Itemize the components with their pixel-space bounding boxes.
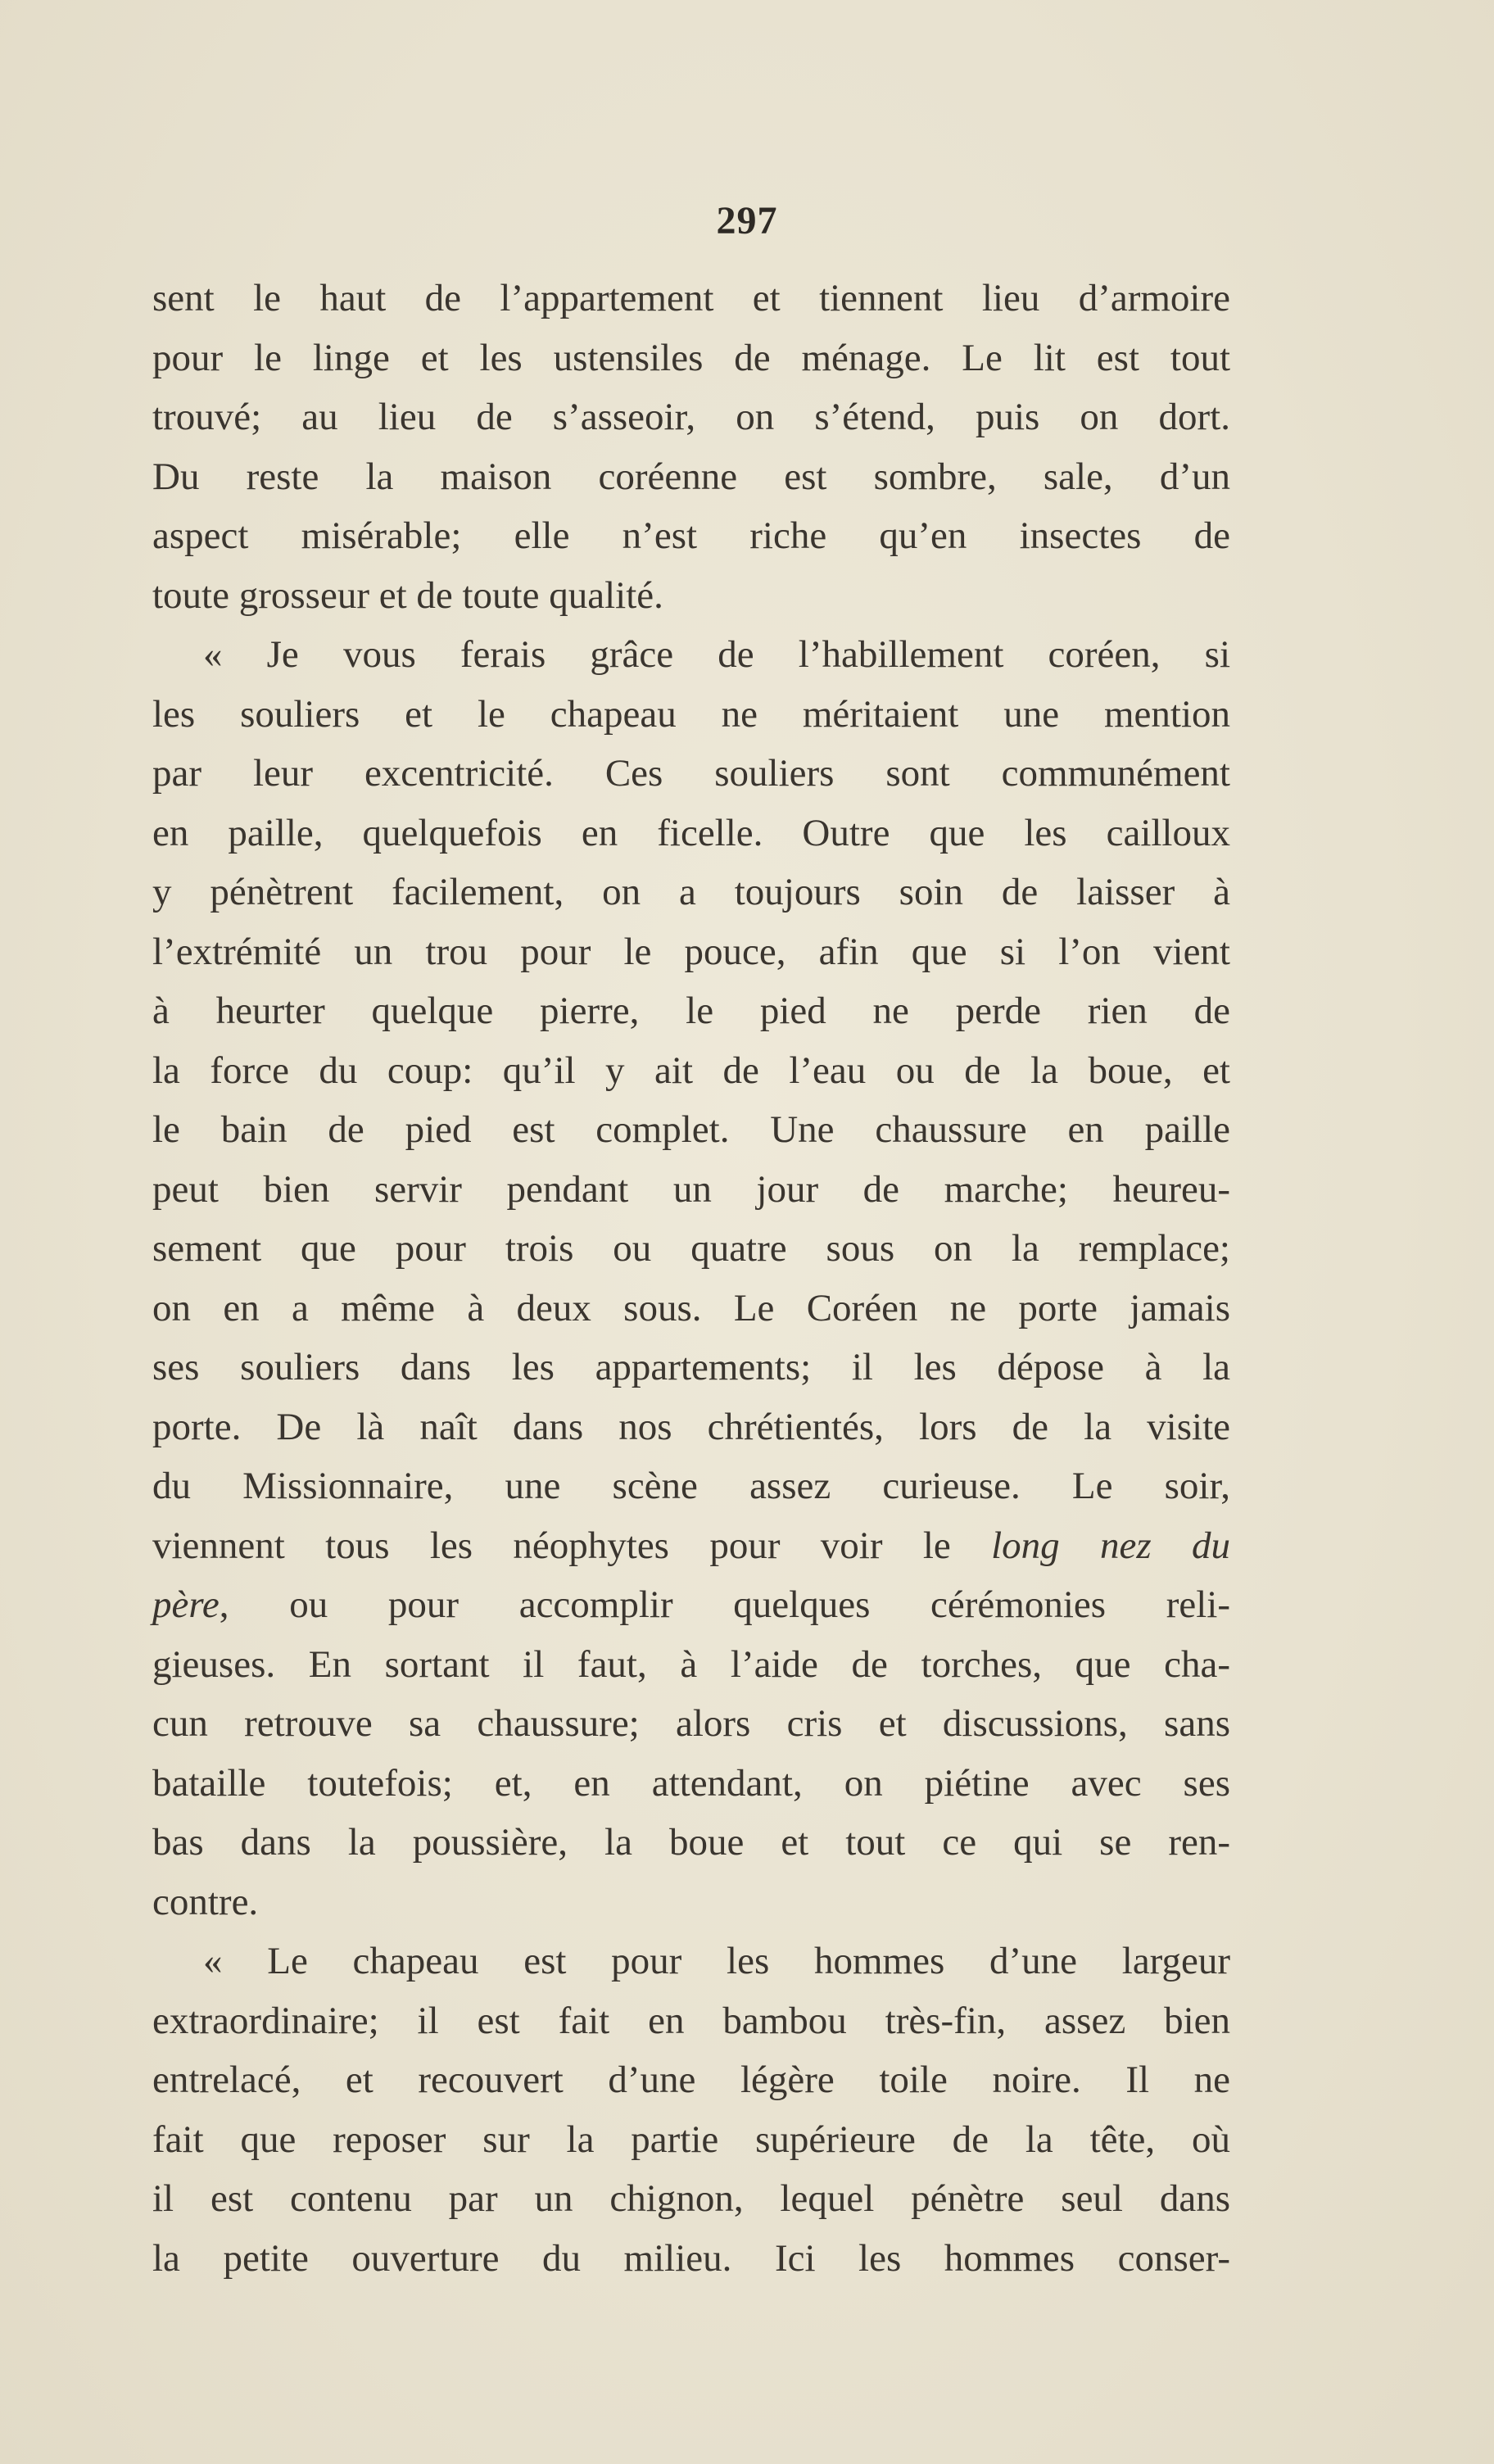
text-line: il est contenu par un chignon, lequel pénètre seul dans (152, 2177, 1230, 2220)
text-line: à heurter quelque pierre, le pied ne perde rien de (152, 990, 1230, 1032)
text-line: sent le haut de l’appartement et tiennent lieu d’armoire (152, 277, 1230, 319)
text-line: sement que pour trois ou quatre sous on la remplace; (152, 1227, 1230, 1270)
text-line: aspect misérable; elle n’est riche qu’en insectes de (152, 514, 1230, 557)
page-number: 297 (716, 199, 778, 242)
text-line: ses souliers dans les appartements; il les dépose à la (152, 1346, 1230, 1388)
text-line: bataille toutefois; et, en attendant, on piétine avec ses (152, 1761, 1230, 1805)
text-line: en paille, quelquefois en ficelle. Outre que les cailloux (152, 811, 1230, 854)
text-line: on en a même à deux sous. Le Coréen ne porte jamais (152, 1286, 1230, 1329)
text-line: « Le chapeau est pour les hommes d’une largeur (203, 1940, 1230, 1982)
italic-phrase: père (152, 1583, 220, 1626)
text-line: par leur excentricité. Ces souliers sont communément (152, 752, 1230, 795)
text-line: « Je vous ferais grâce de l’habillement coréen, si (203, 633, 1230, 676)
text-line: extraordinaire; il est fait en bambou très-fin, assez bien (152, 1999, 1230, 2042)
text-line: la petite ouverture du milieu. Ici les hommes conser- (152, 2236, 1230, 2280)
text-line: père, ou pour accomplir quelques cérémonies reli- (152, 1583, 1230, 1626)
text-line: les souliers et le chapeau ne méritaient une mention (152, 692, 1230, 736)
text-line: contre. (152, 1880, 259, 1923)
text-line: bas dans la poussière, la boue et tout ce qui se ren- (152, 1821, 1230, 1864)
text-line: Du reste la maison coréenne est sombre, sale, d’un (152, 455, 1230, 498)
text-line: pour le linge et les ustensiles de ménage. Le lit est tout (152, 336, 1230, 379)
text-line: gieuses. En sortant il faut, à l’aide de torches, que cha- (152, 1642, 1230, 1686)
text-line: l’extrémité un trou pour le pouce, afin que si l’on vient (152, 930, 1230, 973)
text-line: peut bien servir pendant un jour de marche; heureu- (152, 1167, 1230, 1211)
body-text (152, 269, 1230, 2288)
italic-phrase: long nez du (991, 1524, 1230, 1567)
text-line: la force du coup: qu’il y ait de l’eau ou de la boue, et (152, 1049, 1230, 1092)
text-line: toute grosseur et de toute qualité. (152, 573, 663, 617)
text-line: fait que reposer sur la partie supérieure de la tête, où (152, 2118, 1230, 2161)
text-line: trouvé; au lieu de s’asseoir, on s’étend, puis on dort. (152, 396, 1230, 438)
text-line: le bain de pied est complet. Une chaussure en paille (152, 1108, 1230, 1151)
text-line: entrelacé, et recouvert d’une légère toile noire. Il ne (152, 2059, 1230, 2101)
text-line: y pénètrent facilement, on a toujours soin de laisser à (152, 871, 1230, 913)
text-line: cun retrouve sa chaussure; alors cris et discussions, sans (152, 1702, 1230, 1745)
text-line: du Missionnaire, une scène assez curieuse. Le soir, (152, 1465, 1230, 1507)
text-line: viennent tous les néophytes pour voir le long nez du (152, 1524, 1230, 1567)
text-line: porte. De là naît dans nos chrétientés, lors de la visite (152, 1405, 1230, 1448)
